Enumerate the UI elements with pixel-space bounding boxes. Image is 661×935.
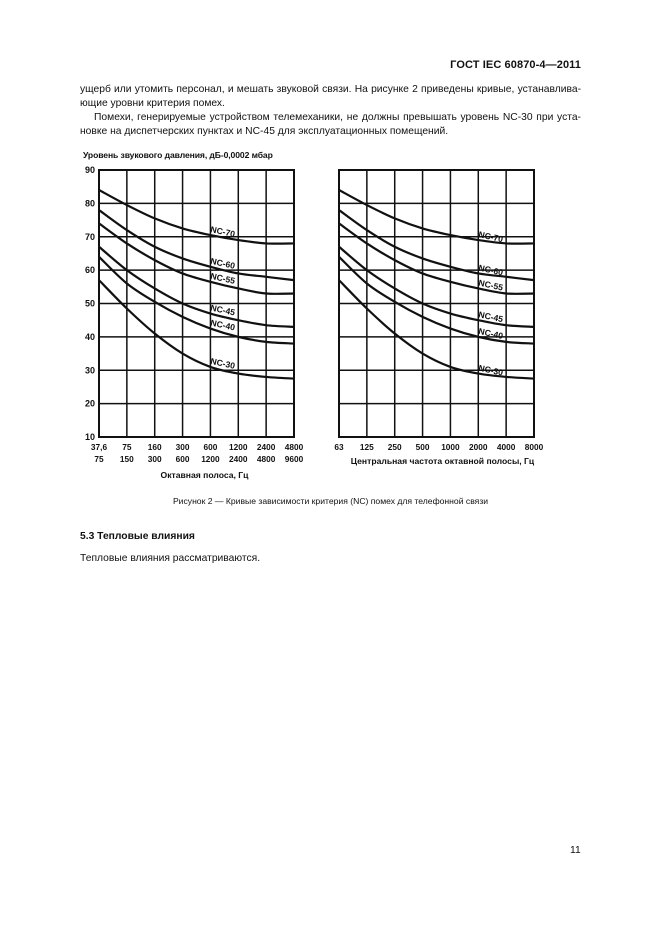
x-tick-label-right: 500 (415, 442, 430, 452)
x-tick-label-lower: 300 (147, 454, 162, 464)
x-axis-title-right: Центральная частота октавной полосы, Гц (350, 456, 535, 466)
section-heading: 5.3 Тепловые влияния (80, 531, 195, 542)
x-tick-label-upper: 600 (203, 442, 218, 452)
y-tick-label: 90 (84, 165, 95, 175)
series-label-nc-45-right: NC-45 (477, 309, 504, 325)
x-tick-label-upper: 4800 (284, 442, 304, 452)
series-label-nc-70-right: NC-70 (477, 229, 504, 245)
x-tick-label-upper: 75 (122, 442, 132, 452)
y-tick-label: 70 (84, 231, 95, 242)
series-label-nc-55-left: NC-55 (209, 270, 236, 286)
x-tick-label-right: 8000 (524, 442, 544, 452)
document-header: ГОСТ IEC 60870-4—2011 (450, 59, 581, 71)
paragraph-2: Помехи, генерируемые устройством телемеханики, не должны превышать уровень NC-30 при уста-новке на диспетчерских пунктах и NC-45 для эксплуатационных помещений. (80, 112, 581, 137)
y-tick-label: 20 (84, 398, 95, 409)
section-text: Тепловые влияния рассматриваются. (80, 553, 261, 564)
x-tick-label-upper: 1200 (229, 442, 248, 452)
y-tick-label: 10 (84, 432, 95, 442)
y-tick-label: 60 (84, 265, 95, 276)
series-label-nc-60-left: NC-60 (209, 255, 236, 271)
y-axis-title: Уровень звукового давления, дБ-0,0002 мбар (83, 150, 273, 160)
x-tick-label-lower: 600 (175, 454, 190, 464)
series-line-nc-45-right (339, 247, 534, 327)
series-line-nc-70-left (99, 190, 294, 244)
x-tick-label-upper: 300 (175, 442, 190, 452)
x-axis-title-left: Октавная полоса, Гц (160, 470, 249, 480)
x-tick-label-lower: 2400 (229, 454, 248, 464)
x-tick-label-lower: 4800 (256, 454, 276, 464)
series-label-nc-30-left: NC-30 (209, 355, 236, 371)
x-tick-label-upper: 2400 (256, 442, 276, 452)
series-label-nc-55-right: NC-55 (477, 277, 504, 293)
x-tick-label-lower: 9600 (284, 454, 304, 464)
x-tick-label-upper: 160 (147, 442, 162, 452)
series-line-nc-70-right (339, 190, 534, 244)
x-tick-label-right: 63 (334, 442, 344, 452)
y-tick-label: 30 (84, 365, 95, 376)
y-tick-label: 50 (84, 298, 95, 309)
x-tick-label-lower: 1200 (201, 454, 220, 464)
x-tick-label-lower: 75 (94, 454, 104, 464)
y-tick-label: 80 (84, 198, 95, 209)
figure-caption: Рисунок 2 — Кривые зависимости критерия (NC) помех для телефонной связи (172, 496, 489, 506)
x-tick-label-right: 1000 (441, 442, 460, 452)
series-line-nc-30-right (339, 277, 534, 378)
series-line-nc-30-left (99, 280, 294, 378)
paragraph-1: ущерб или утомить персонал, и мешать звуковой связи. На рисунке 2 приведены кривые, устанавлива-ющие уровни критерия помех. (80, 84, 581, 109)
x-tick-label-upper: 37,6 (90, 442, 108, 452)
series-line-nc-45-left (99, 247, 294, 327)
x-tick-label-right: 125 (359, 442, 374, 452)
x-tick-label-right: 250 (387, 442, 402, 452)
x-tick-label-right: 4000 (496, 442, 516, 452)
series-label-nc-40-right: NC-40 (477, 325, 504, 341)
x-tick-label-right: 2000 (469, 442, 488, 452)
page-number: 11 (570, 845, 581, 856)
x-tick-label-lower: 150 (119, 454, 134, 464)
y-tick-label: 40 (84, 331, 95, 342)
series-label-nc-60-right: NC-60 (477, 262, 504, 278)
series-label-nc-40-left: NC-40 (209, 317, 236, 333)
series-label-nc-30-right: NC-30 (477, 362, 504, 378)
series-label-nc-45-left: NC-45 (209, 302, 236, 318)
series-label-nc-70-left: NC-70 (209, 224, 236, 240)
